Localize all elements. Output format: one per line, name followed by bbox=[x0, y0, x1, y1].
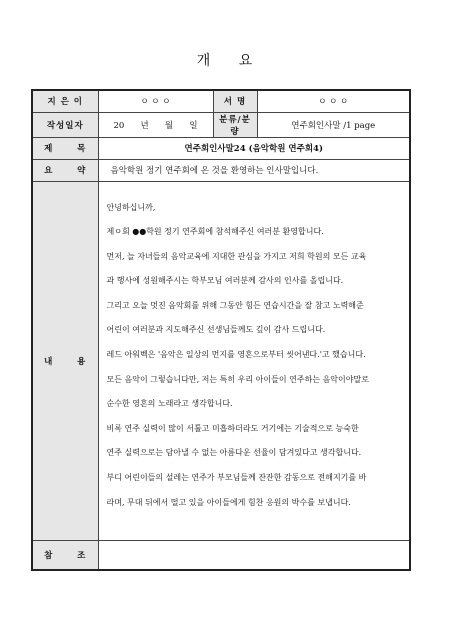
content-line: 과 행사에 성원해주시는 학부모님 여러분께 감사의 인사를 올립니다. bbox=[106, 276, 344, 286]
content-row bbox=[32, 181, 410, 540]
title-label: 제 목 bbox=[32, 137, 98, 159]
date-row bbox=[32, 112, 410, 137]
document-subject: 연주회인사말24 (음악학원 연주회4) bbox=[98, 137, 410, 159]
content-line: 레드 아워벡은 '음악은 일상의 먼지를 영혼으로부터 씻어낸다.'고 했습니다. bbox=[106, 350, 366, 360]
content-line: 어린이 여러분과 지도해주신 선생님들께도 깊이 감사 드립니다. bbox=[106, 325, 326, 335]
author-row bbox=[32, 90, 410, 112]
summary-text: 음악학원 정기 연주회에 온 것을 환영하는 인사말입니다. bbox=[98, 159, 410, 181]
content-line: 연주 실력으로는 담아낼 수 없는 아름다운 선율이 담겨있다고 생각합니다. bbox=[106, 448, 362, 458]
reference-label: 참 조 bbox=[32, 540, 98, 570]
summary-label: 요 약 bbox=[32, 159, 98, 181]
content-line: 모든 음악이 그렇습니다만, 저는 특히 우리 아이들이 연주하는 음악이야말로 bbox=[106, 374, 369, 384]
reference-value bbox=[98, 540, 410, 570]
content-line: 제ㅇ회 ●●학원 정기 연주회에 참석해주신 여러분 환영합니다. bbox=[106, 227, 324, 237]
content-line: 비록 연주 실력이 많이 서툴고 미흡하더라도 거기에는 기술적으로 능숙한 bbox=[106, 423, 359, 433]
content-body bbox=[98, 181, 410, 540]
content-line: 순수한 영혼의 노래라고 생각합니다. bbox=[106, 399, 233, 409]
document-title: 개 요 bbox=[196, 53, 254, 69]
signature-value: ㅇ ㅇ ㅇ bbox=[257, 90, 410, 112]
content-line: 부디 어린이들의 설레는 연주가 부모님들께 잔잔한 감동으로 전해지기를 바 bbox=[106, 473, 367, 483]
reference-row bbox=[32, 540, 410, 570]
summary-row bbox=[32, 159, 410, 181]
overview-form bbox=[31, 89, 411, 571]
category-label: 분류/분량 bbox=[213, 112, 257, 137]
content-line: 라며, 무대 뒤에서 떨고 있을 아이들에게 힘찬 응원의 박수를 보냅니다. bbox=[106, 497, 351, 507]
category-value: 연주회인사말 /1 page bbox=[257, 112, 410, 137]
content-line: 먼저, 늘 자녀들의 음악교육에 지대한 관심을 가지고 저희 학원의 모든 교육 bbox=[106, 251, 367, 261]
signature-label: 서 명 bbox=[213, 90, 257, 112]
content-label: 내 용 bbox=[32, 181, 98, 540]
content-line: 안녕하십니까, bbox=[106, 202, 156, 212]
content-line: 그리고 오늘 멋진 음악회를 위해 그동안 힘든 연습시간을 잘 참고 노력해준 bbox=[106, 300, 364, 310]
date-value: 20 년 월 일 bbox=[98, 112, 213, 137]
date-label: 작성일자 bbox=[32, 112, 98, 137]
title-row bbox=[32, 137, 410, 159]
author-value: ㅇ ㅇ ㅇ bbox=[98, 90, 213, 112]
author-label: 지 은 이 bbox=[32, 90, 98, 112]
